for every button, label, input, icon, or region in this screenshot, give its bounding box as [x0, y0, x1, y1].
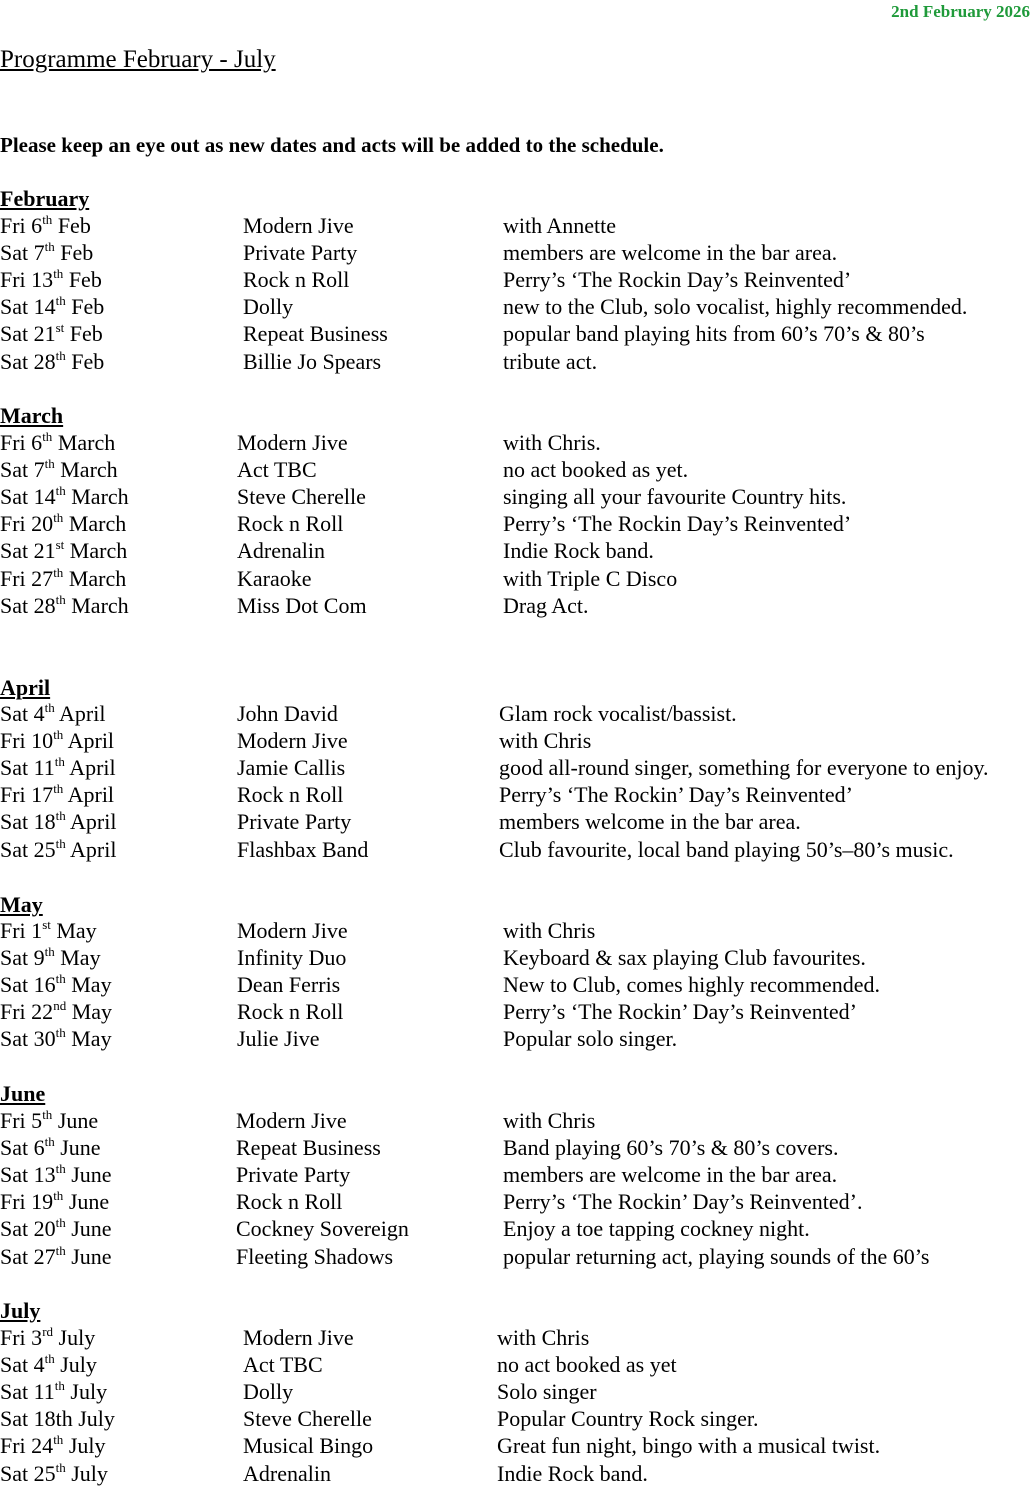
- date-ordinal: nd: [53, 998, 67, 1014]
- event-date: Sat 7th March: [0, 456, 118, 483]
- event-row: [0, 457, 1030, 484]
- event-date: Fri 10th April: [0, 727, 115, 754]
- event-description: Solo singer: [497, 1379, 597, 1405]
- event-row: [0, 1406, 1030, 1433]
- date-ordinal: th: [42, 1107, 53, 1122]
- event-description: members are welcome in the bar area.: [503, 240, 838, 266]
- event-act: Steve Cherelle: [243, 1406, 372, 1432]
- event-description: with Chris: [499, 728, 592, 754]
- event-date: Sat 27th June: [0, 1242, 112, 1269]
- event-date: Fri 24th July: [0, 1432, 106, 1459]
- event-description: Drag Act.: [503, 592, 589, 618]
- event-row: [0, 1325, 1030, 1352]
- event-row: [0, 1379, 1030, 1406]
- event-description: Indie Rock band.: [503, 538, 654, 564]
- event-date: Fri 5th June: [0, 1107, 99, 1133]
- event-row: [0, 999, 1030, 1026]
- month-heading-april: April: [0, 675, 51, 700]
- date-ordinal: th: [55, 347, 66, 363]
- event-act: Jamie Callis: [237, 755, 346, 781]
- date-ordinal: th: [55, 971, 66, 987]
- event-act: Modern Jive: [237, 430, 348, 455]
- event-row: [0, 294, 1030, 321]
- page-title: Programme February - July: [0, 46, 276, 73]
- event-act: Modern Jive: [236, 1108, 347, 1133]
- event-act: Private Party: [236, 1162, 351, 1188]
- date-ordinal: th: [53, 266, 64, 282]
- month-heading-june: June: [0, 1081, 46, 1106]
- event-date: Sat 25th April: [0, 835, 117, 862]
- event-row: [0, 1433, 1030, 1460]
- event-date: Fri 13th Feb: [0, 266, 102, 293]
- date-ordinal: th: [44, 700, 55, 715]
- event-act: Rock n Roll: [237, 782, 344, 808]
- event-row: [0, 809, 1030, 836]
- date-ordinal: rd: [42, 1324, 54, 1339]
- event-description: no act booked as yet.: [503, 457, 689, 483]
- event-row: [0, 321, 1030, 348]
- date-ordinal: th: [53, 727, 64, 743]
- event-date: Sat 14th Feb: [0, 293, 105, 320]
- event-date: Sat 30th May: [0, 1025, 112, 1052]
- event-description: Indie Rock band.: [497, 1460, 648, 1486]
- event-description: popular returning act, playing sounds of the 60’s: [503, 1243, 930, 1269]
- event-description: Perry’s ‘The Rockin Day’s Reinvented’: [503, 511, 852, 537]
- event-act: Julie Jive: [237, 1026, 320, 1052]
- event-description: with Chris.: [503, 430, 601, 455]
- event-description: members are welcome in the bar area.: [503, 1162, 838, 1188]
- event-act: Act TBC: [237, 457, 317, 483]
- event-description: members welcome in the bar area.: [499, 809, 801, 835]
- event-act: Miss Dot Com: [237, 592, 367, 618]
- date-ordinal: th: [53, 510, 64, 526]
- event-row: [0, 1244, 1030, 1271]
- schedule-notice: Please keep an eye out as new dates and acts will be added to the schedule.: [0, 133, 664, 157]
- event-act: John David: [237, 701, 338, 726]
- event-act: Billie Jo Spears: [243, 348, 382, 374]
- event-date: Fri 1st May: [0, 917, 97, 943]
- date-ordinal: th: [44, 239, 55, 255]
- event-act: Adrenalin: [237, 538, 325, 564]
- event-row: [0, 349, 1030, 376]
- date-ordinal: th: [55, 591, 66, 607]
- event-act: Karaoke: [237, 565, 312, 591]
- event-act: Modern Jive: [237, 728, 348, 754]
- event-row: [0, 430, 1030, 457]
- event-date: Sat 11th July: [0, 1378, 108, 1405]
- event-row: [0, 1162, 1030, 1189]
- date-ordinal: th: [55, 293, 66, 309]
- event-row: [0, 701, 1030, 728]
- date-ordinal: st: [55, 320, 65, 336]
- event-act: Dolly: [243, 294, 294, 320]
- month-heading-july: July: [0, 1298, 41, 1323]
- event-description: good all-round singer, something for everyone to enjoy.: [499, 755, 989, 781]
- event-description: Perry’s ‘The Rockin’ Day’s Reinvented’.: [503, 1189, 863, 1215]
- event-description: Keyboard & sax playing Club favourites.: [503, 945, 866, 971]
- event-act: Private Party: [243, 240, 358, 266]
- date-ordinal: th: [53, 1432, 64, 1448]
- event-description: New to Club, comes highly recommended.: [503, 972, 880, 998]
- date-ordinal: th: [55, 1459, 66, 1475]
- event-date: Fri 6th March: [0, 429, 116, 455]
- event-date: Sat 28th March: [0, 591, 129, 618]
- event-row: [0, 1216, 1030, 1243]
- date-ordinal: st: [55, 537, 65, 553]
- event-description: Perry’s ‘The Rockin’ Day’s Reinvented’: [499, 782, 853, 808]
- event-description: Great fun night, bingo with a musical twist.: [497, 1433, 881, 1459]
- event-act: Rock n Roll: [237, 999, 344, 1025]
- event-row: [0, 1026, 1030, 1053]
- event-date: Sat 6th June: [0, 1134, 101, 1161]
- event-act: Rock n Roll: [237, 511, 344, 537]
- event-date: Sat 21st Feb: [0, 320, 103, 347]
- event-date: Sat 20th June: [0, 1215, 112, 1242]
- event-description: with Triple C Disco: [503, 565, 678, 591]
- event-description: Popular solo singer.: [503, 1026, 678, 1052]
- event-act: Modern Jive: [237, 918, 348, 943]
- event-date: Sat 4th April: [0, 700, 106, 726]
- event-description: with Chris: [503, 1108, 596, 1133]
- date-ordinal: th: [53, 564, 64, 580]
- date-ordinal: th: [53, 781, 64, 797]
- event-date: Fri 6th Feb: [0, 212, 91, 238]
- event-date: Fri 19th June: [0, 1188, 110, 1215]
- date-ordinal: th: [53, 1188, 64, 1204]
- event-row: [0, 1461, 1030, 1488]
- date-ordinal: th: [55, 1242, 66, 1258]
- event-act: Fleeting Shadows: [236, 1243, 394, 1269]
- event-row: [0, 566, 1030, 593]
- event-description: with Annette: [503, 213, 617, 238]
- event-act: Musical Bingo: [243, 1433, 374, 1459]
- event-act: Rock n Roll: [243, 267, 350, 293]
- event-row: [0, 782, 1030, 809]
- event-date: Sat 13th June: [0, 1161, 112, 1188]
- date-ordinal: th: [55, 808, 66, 824]
- event-description: Perry’s ‘The Rockin’ Day’s Reinvented’: [503, 999, 857, 1025]
- event-row: [0, 267, 1030, 294]
- event-date: Fri 20th March: [0, 510, 127, 537]
- event-date: Sat 18th July: [0, 1406, 115, 1432]
- month-heading-february: February: [0, 186, 90, 211]
- date-ordinal: th: [42, 212, 53, 227]
- event-act: Infinity Duo: [237, 945, 347, 971]
- event-date: Sat 25th July: [0, 1459, 108, 1486]
- date-ordinal: th: [44, 944, 55, 960]
- event-date: Sat 21st March: [0, 537, 128, 564]
- date-ordinal: th: [54, 754, 65, 770]
- event-description: with Chris: [503, 918, 596, 943]
- event-row: [0, 1189, 1030, 1216]
- event-description: tribute act.: [503, 348, 598, 374]
- event-date: Sat 18th April: [0, 808, 117, 835]
- event-row: [0, 945, 1030, 972]
- date-ordinal: th: [55, 835, 66, 851]
- event-act: Dolly: [243, 1379, 294, 1405]
- event-row: [0, 484, 1030, 511]
- event-date: Fri 3rd July: [0, 1324, 96, 1350]
- event-date: Sat 16th May: [0, 971, 112, 998]
- month-heading-may: May: [0, 892, 43, 917]
- event-description: Enjoy a toe tapping cockney night.: [503, 1216, 810, 1242]
- event-description: Perry’s ‘The Rockin Day’s Reinvented’: [503, 267, 852, 293]
- event-act: Private Party: [237, 809, 352, 835]
- event-row: [0, 593, 1030, 620]
- event-description: with Chris: [497, 1325, 590, 1350]
- event-date: Sat 4th July: [0, 1351, 97, 1378]
- event-act: Modern Jive: [243, 1325, 354, 1350]
- event-act: Cockney Sovereign: [236, 1216, 409, 1242]
- date-ordinal: th: [55, 1161, 66, 1177]
- date-ordinal: st: [42, 917, 51, 932]
- event-date: Fri 27th March: [0, 564, 127, 591]
- event-row: [0, 240, 1030, 267]
- event-description: Glam rock vocalist/bassist.: [499, 701, 737, 726]
- date-ordinal: th: [55, 483, 66, 499]
- date-ordinal: th: [54, 1378, 65, 1394]
- event-row: [0, 972, 1030, 999]
- event-act: Repeat Business: [243, 321, 388, 347]
- date-ordinal: th: [55, 1215, 66, 1231]
- month-heading-march: March: [0, 403, 64, 428]
- event-act: Repeat Business: [236, 1135, 381, 1161]
- event-row: [0, 213, 1030, 240]
- date-ordinal: th: [42, 429, 53, 444]
- date-ordinal: th: [44, 1134, 55, 1150]
- event-act: Modern Jive: [243, 213, 354, 238]
- event-date: Sat 14th March: [0, 483, 129, 510]
- event-act: Act TBC: [243, 1352, 323, 1378]
- event-description: new to the Club, solo vocalist, highly recommended.: [503, 294, 968, 320]
- document-date: 2nd February 2026: [891, 2, 1030, 21]
- event-description: singing all your favourite Country hits.: [503, 484, 847, 510]
- event-date: Fri 17th April: [0, 781, 115, 808]
- event-row: [0, 1135, 1030, 1162]
- date-ordinal: th: [44, 456, 55, 472]
- date-ordinal: th: [55, 1025, 66, 1041]
- event-row: [0, 728, 1030, 755]
- event-date: Sat 11th April: [0, 754, 116, 781]
- event-date: Sat 7th Feb: [0, 239, 94, 266]
- event-description: Popular Country Rock singer.: [497, 1406, 759, 1432]
- event-row: [0, 1108, 1030, 1135]
- event-row: [0, 918, 1030, 945]
- event-row: [0, 1352, 1030, 1379]
- event-row: [0, 837, 1030, 864]
- event-row: [0, 511, 1030, 538]
- event-row: [0, 538, 1030, 565]
- event-date: Fri 22nd May: [0, 998, 113, 1025]
- event-act: Rock n Roll: [236, 1189, 343, 1215]
- event-description: no act booked as yet: [497, 1352, 677, 1378]
- event-act: Steve Cherelle: [237, 484, 366, 510]
- event-date: Sat 28th Feb: [0, 347, 105, 374]
- event-act: Adrenalin: [243, 1460, 331, 1486]
- event-description: Club favourite, local band playing 50’s–80’s music.: [499, 836, 954, 862]
- date-ordinal: th: [44, 1351, 55, 1367]
- event-description: Band playing 60’s 70’s & 80’s covers.: [503, 1135, 839, 1161]
- event-description: popular band playing hits from 60’s 70’s & 80’s: [503, 321, 925, 347]
- event-act: Dean Ferris: [237, 972, 341, 998]
- event-act: Flashbax Band: [237, 836, 369, 862]
- event-date: Sat 9th May: [0, 944, 101, 971]
- event-row: [0, 755, 1030, 782]
